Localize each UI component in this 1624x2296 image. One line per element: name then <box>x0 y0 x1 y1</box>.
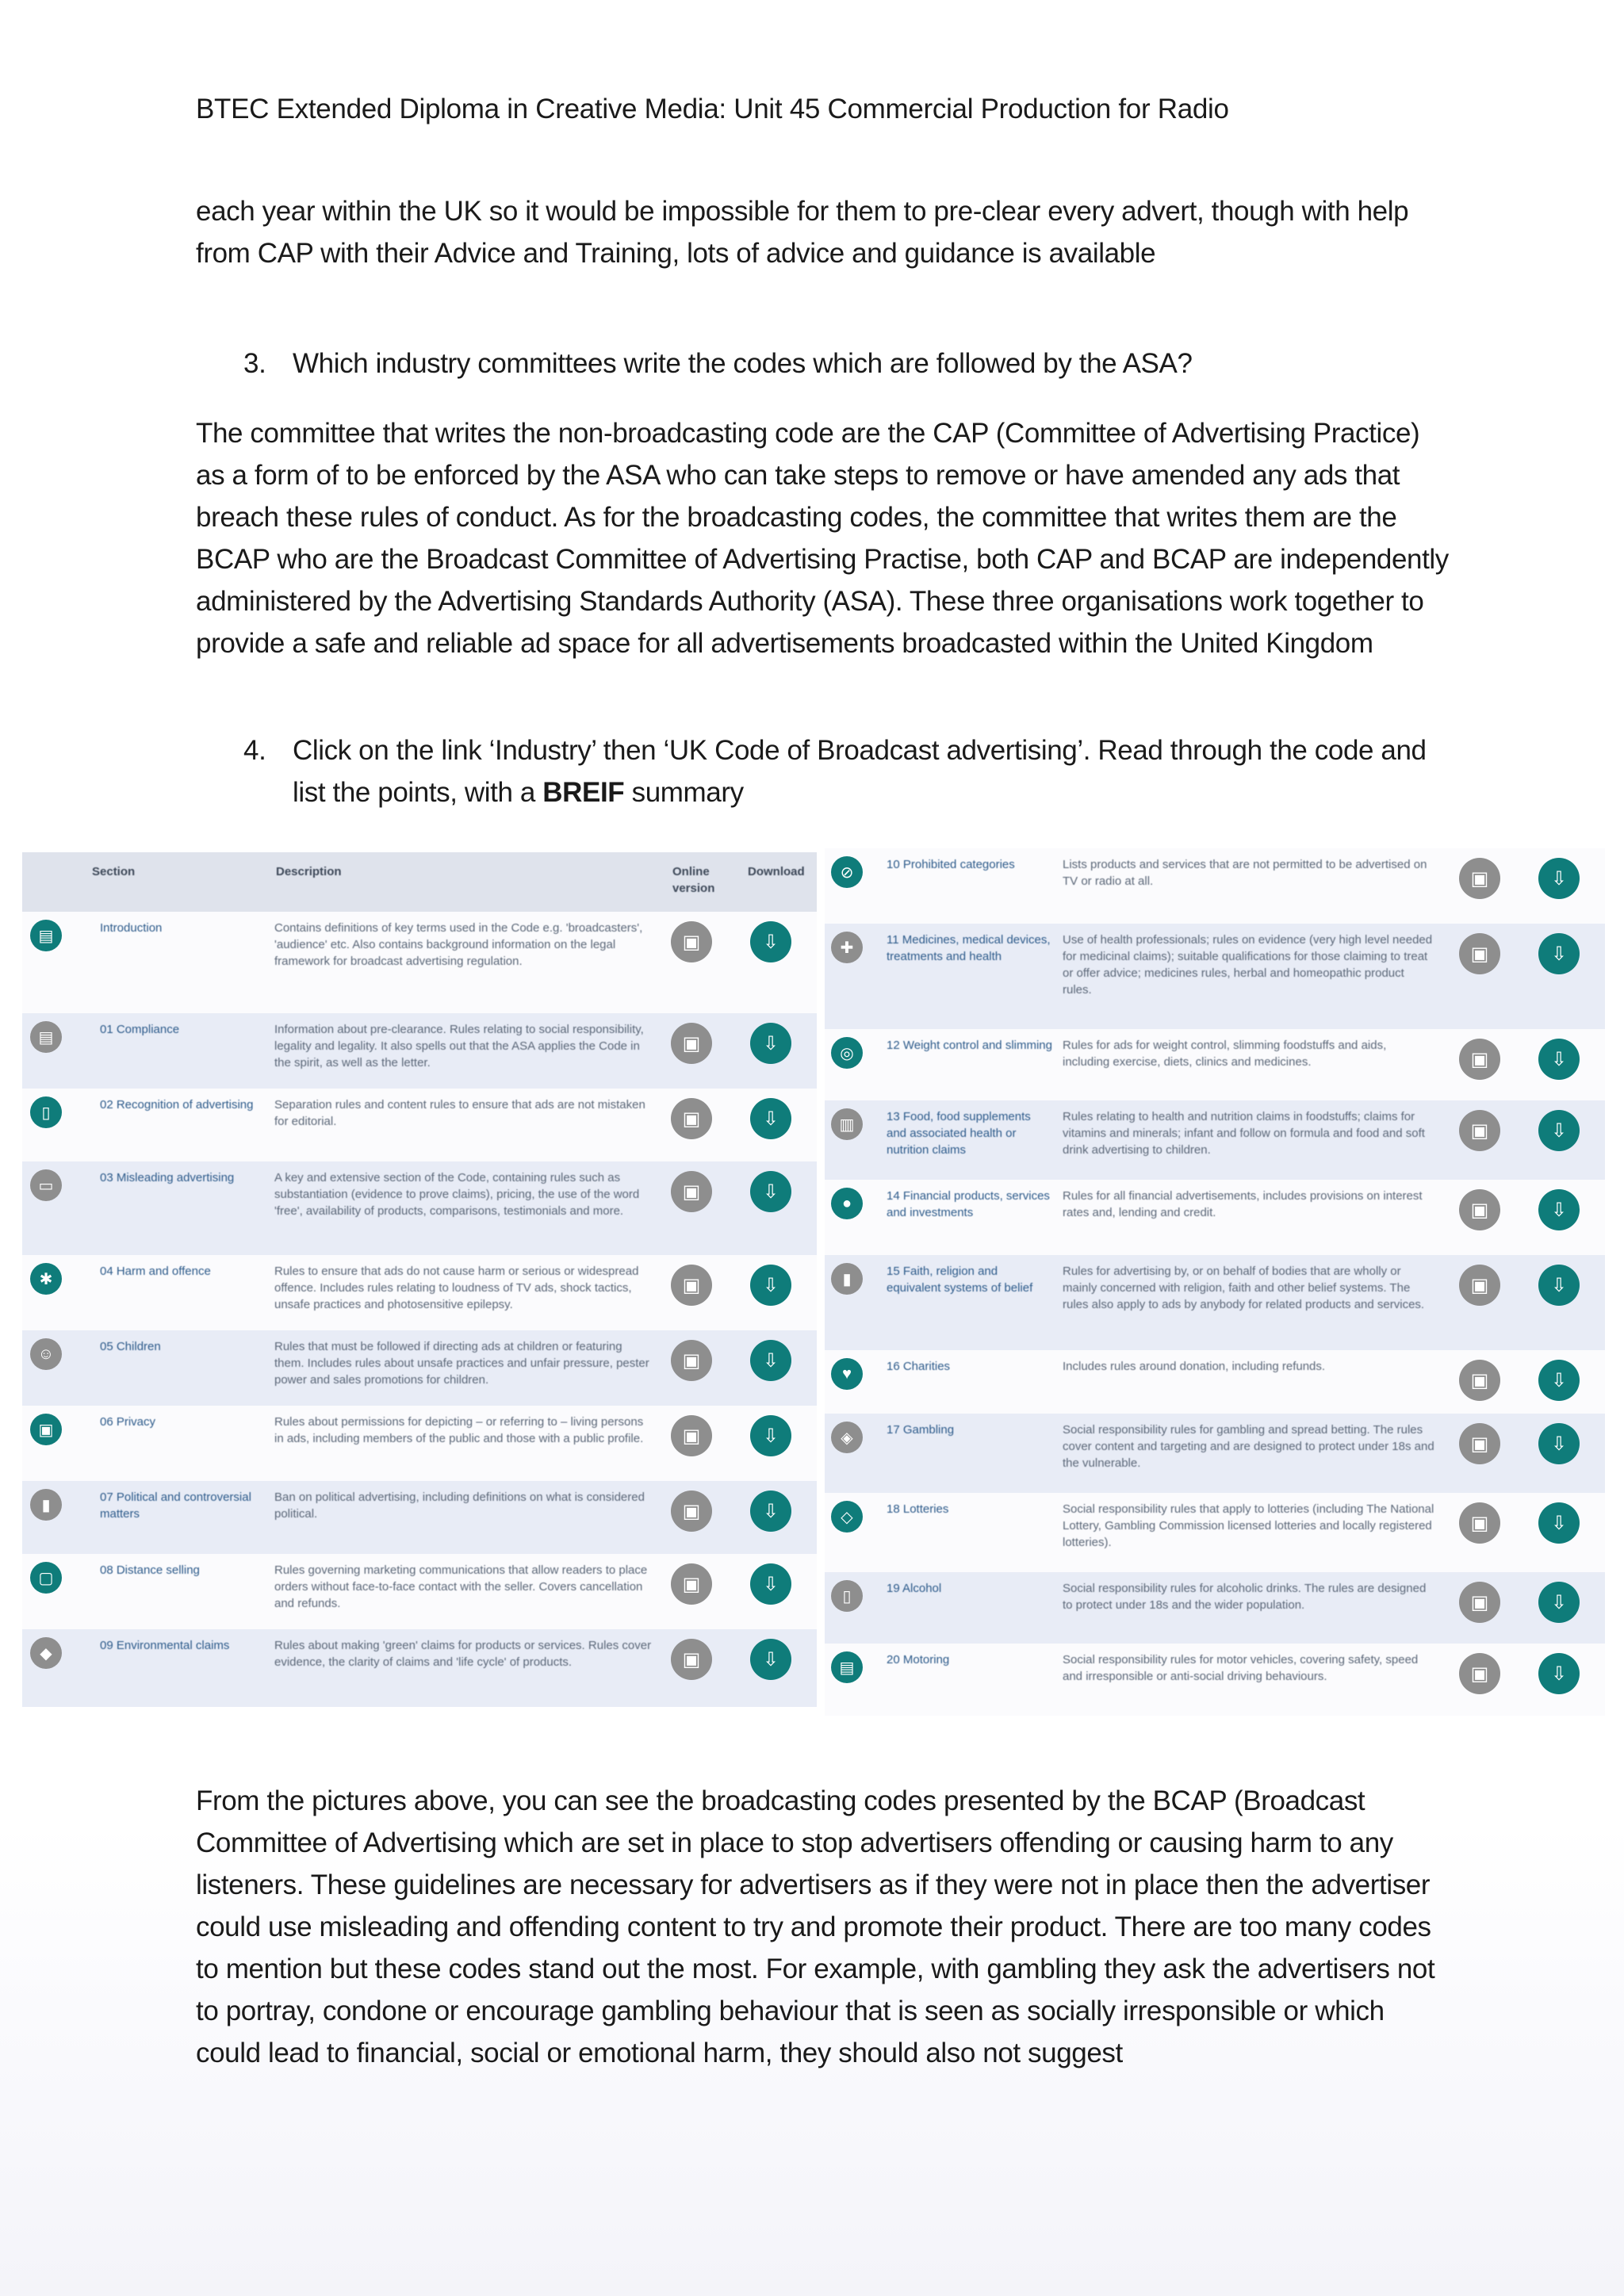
online-version-icon[interactable]: ▣ <box>1459 1502 1500 1544</box>
download-icon[interactable]: ⇩ <box>1538 1039 1580 1080</box>
code-row[interactable] <box>825 1029 1605 1100</box>
code-section-name[interactable]: 19 Alcohol <box>887 1582 942 1595</box>
download-icon[interactable]: ⇩ <box>750 1490 791 1532</box>
lock-icon: ▣ <box>30 1414 62 1445</box>
code-row[interactable] <box>825 848 1605 924</box>
question-3 <box>243 342 1449 385</box>
code-description: Social responsibility rules that apply to lotteries (including The National Lottery, Gambling Commission licensed lotteries and locally registered lotteries). <box>1063 1502 1434 1549</box>
code-row[interactable] <box>825 1255 1605 1350</box>
download-icon[interactable]: ⇩ <box>750 1171 791 1212</box>
scale-icon: ◎ <box>831 1037 863 1069</box>
online-version-icon[interactable]: ▣ <box>671 1098 712 1139</box>
code-description: Rules for ads for weight control, slimming foodstuffs and aids, including exercise, diets, clinics and medicines. <box>1063 1039 1387 1069</box>
speech-icon: ▭ <box>30 1169 62 1201</box>
code-row[interactable] <box>825 1100 1605 1180</box>
document-header: BTEC Extended Diploma in Creative Media: Unit 45 Commercial Production for Radio <box>196 94 1229 124</box>
bottle-icon: ▯ <box>831 1580 863 1612</box>
code-row[interactable] <box>22 1629 817 1707</box>
code-section-name[interactable]: 01 Compliance <box>100 1023 180 1036</box>
leaf-icon: ◆ <box>30 1637 62 1669</box>
code-row[interactable] <box>22 1089 817 1161</box>
code-description: Contains definitions of key terms used in the Code e.g. 'broadcasters', 'audience' etc. Also contains background information on the legal framework for broadcast advertising regulation. <box>274 921 643 968</box>
download-icon[interactable]: ⇩ <box>1538 1582 1580 1623</box>
online-version-icon[interactable]: ▣ <box>671 1171 712 1212</box>
code-description: Rules relating to health and nutrition claims in foodstuffs; claims for vitamins and minerals; infant and follow on formula and food and soft drink advertising to children. <box>1063 1110 1425 1157</box>
code-row[interactable] <box>22 912 817 1013</box>
code-description: Rules for advertising by, or on behalf of bodies that are wholly or mainly concerned with religion, faith and other belief systems. The rules also apply to ads by anybody for related products and services. <box>1063 1265 1425 1311</box>
code-row[interactable] <box>22 1554 817 1629</box>
online-version-icon[interactable]: ▣ <box>1459 1189 1500 1230</box>
download-icon[interactable]: ⇩ <box>750 1023 791 1064</box>
online-version-icon[interactable]: ▣ <box>1459 1582 1500 1623</box>
download-icon[interactable]: ⇩ <box>750 921 791 962</box>
online-version-icon[interactable]: ▣ <box>1459 1653 1500 1694</box>
code-row[interactable] <box>825 1572 1605 1644</box>
code-description: Separation rules and content rules to ensure that ads are not mistaken for editorial. <box>274 1098 645 1128</box>
code-section-name[interactable]: 18 Lotteries <box>887 1502 949 1516</box>
online-version-icon[interactable]: ▣ <box>671 1415 712 1456</box>
online-version-icon[interactable]: ▣ <box>1459 858 1500 899</box>
online-version-icon[interactable]: ▣ <box>1459 933 1500 974</box>
online-version-icon[interactable]: ▣ <box>671 1490 712 1532</box>
candle-icon: ▮ <box>831 1263 863 1295</box>
document-icon: ▤ <box>30 1021 62 1053</box>
code-row[interactable] <box>22 1161 817 1255</box>
code-section-name[interactable]: 12 Weight control and slimming <box>887 1039 1052 1052</box>
download-icon[interactable]: ⇩ <box>1538 858 1580 899</box>
code-row[interactable] <box>825 1644 1605 1716</box>
question-4-text: Click on the link ‘Industry’ then ‘UK Code of Broadcast advertising’. Read through the code and list the points, with a BREIF summary <box>293 735 1427 808</box>
online-version-icon[interactable]: ▣ <box>671 921 712 962</box>
code-description: Rules to ensure that ads do not cause harm or serious or widespread offence. Includes rules relating to loudness of TV ads, shock tactics, unsafe practices and photosensitive epilepsy. <box>274 1265 639 1311</box>
code-description: Rules about permissions for depicting – or referring to – living persons in ads, including members of the public and those with a public profile. <box>274 1415 644 1445</box>
download-icon[interactable]: ⇩ <box>1538 1110 1580 1151</box>
ticket-icon: ◇ <box>831 1501 863 1533</box>
medical-cross-icon: ✚ <box>831 932 863 963</box>
code-description: Social responsibility rules for alcoholic drinks. The rules are designed to protect under 18s and the wider population. <box>1063 1582 1427 1612</box>
download-icon[interactable]: ⇩ <box>750 1265 791 1306</box>
code-section-name[interactable]: 08 Distance selling <box>100 1563 200 1577</box>
code-section-name[interactable]: 10 Prohibited categories <box>887 858 1015 871</box>
online-version-icon[interactable]: ▣ <box>1459 1423 1500 1464</box>
download-icon[interactable]: ⇩ <box>750 1639 791 1680</box>
code-section-name[interactable]: 16 Charities <box>887 1360 951 1373</box>
code-section-name[interactable]: 11 Medicines, medical devices, treatments and health <box>887 933 1051 963</box>
header-section: Section <box>92 865 136 878</box>
header-description: Description <box>276 865 342 878</box>
code-section-name[interactable]: 14 Financial products, services and investments <box>887 1189 1050 1219</box>
code-row[interactable] <box>825 1350 1605 1414</box>
sign-icon: ▮ <box>30 1489 62 1521</box>
download-icon[interactable]: ⇩ <box>1538 1502 1580 1544</box>
online-version-icon[interactable]: ▣ <box>1459 1265 1500 1306</box>
code-row[interactable] <box>22 1255 817 1330</box>
code-section-name[interactable]: 13 Food, food supplements and associated health or nutrition claims <box>887 1110 1031 1157</box>
breif-bold: BREIF <box>542 777 625 808</box>
code-description: Includes rules around donation, including refunds. <box>1063 1360 1326 1373</box>
prohibited-icon: ⊘ <box>831 856 863 888</box>
download-icon[interactable]: ⇩ <box>1538 1653 1580 1694</box>
online-version-icon[interactable]: ▣ <box>1459 1360 1500 1401</box>
food-icon: ▥ <box>831 1108 863 1140</box>
online-version-icon[interactable]: ▣ <box>1459 1110 1500 1151</box>
download-icon[interactable]: ⇩ <box>750 1563 791 1605</box>
code-row[interactable] <box>825 1180 1605 1255</box>
code-row[interactable] <box>825 924 1605 1029</box>
intro-paragraph: each year within the UK so it would be impossible for them to pre-clear every advert, though with help from CAP with their Advice and Training, lots of advice and guidance is available <box>196 196 1409 269</box>
online-version-icon[interactable]: ▣ <box>671 1639 712 1680</box>
screen-icon: ▢ <box>30 1562 62 1594</box>
header-download: Download <box>748 865 805 878</box>
closing-paragraph: From the pictures above, you can see the broadcasting codes presented by the BCAP (Broadcast Committee of Advertising which are set in place to stop advertisers offending or causing harm to any listeners. These guidelines are necessary for advertisers as if they were not in place then the advertiser could use misleading and offending content to try and promote their product. There are too many codes to mention but these codes stand out the most. For example, with gambling they ask the advertisers not to portray, condone or encourage gambling behaviour that is seen as socially irresponsible or which could lead to financial, social or emotional harm, they should also not suggest <box>196 1785 1435 2068</box>
question-4 <box>243 729 1449 813</box>
code-description: Lists products and services that are not permitted to be advertised on TV or radio at all. <box>1063 858 1427 888</box>
code-description: Rules governing marketing communications that allow readers to place orders without face-to-face contact with the seller. Covers cancellation and refunds. <box>274 1563 648 1610</box>
code-description: Rules about making 'green' claims for products or services. Rules cover evidence, the clarity of claims and 'life cycle' of products. <box>274 1639 652 1669</box>
code-section-name[interactable]: 05 Children <box>100 1340 161 1353</box>
code-section-name[interactable]: 17 Gambling <box>887 1423 955 1437</box>
download-icon[interactable]: ⇩ <box>1538 1360 1580 1401</box>
code-section-name[interactable]: 03 Misleading advertising <box>100 1171 235 1184</box>
download-icon[interactable]: ⇩ <box>750 1340 791 1381</box>
code-description: Ban on political advertising, including definitions on what is considered political. <box>274 1490 645 1521</box>
document-icon: ▤ <box>30 920 62 951</box>
coins-icon: ● <box>831 1188 863 1219</box>
donation-icon: ♥ <box>831 1358 863 1390</box>
code-section-name[interactable]: Introduction <box>100 921 163 935</box>
download-icon[interactable]: ⇩ <box>1538 1189 1580 1230</box>
gear-icon: ✱ <box>30 1263 62 1295</box>
question-3-number: 3. <box>243 348 266 379</box>
online-version-icon[interactable]: ▣ <box>671 1265 712 1306</box>
code-description: Social responsibility rules for motor vehicles, covering safety, speed and irresponsible or anti-social driving behaviours. <box>1063 1653 1419 1683</box>
header-online: Online version <box>672 865 715 895</box>
code-section-name[interactable]: 02 Recognition of advertising <box>100 1098 254 1112</box>
code-row[interactable] <box>22 1013 817 1089</box>
code-section-name[interactable]: 06 Privacy <box>100 1415 156 1429</box>
question-4-number: 4. <box>243 735 266 766</box>
code-section-name[interactable]: 07 Political and controversial matters <box>100 1490 251 1521</box>
code-row[interactable] <box>825 1493 1605 1572</box>
download-icon[interactable]: ⇩ <box>750 1098 791 1139</box>
code-row[interactable] <box>22 1406 817 1481</box>
online-version-icon[interactable]: ▣ <box>671 1340 712 1381</box>
online-version-icon[interactable]: ▣ <box>671 1563 712 1605</box>
tv-icon: ▯ <box>30 1096 62 1128</box>
online-version-icon[interactable]: ▣ <box>671 1023 712 1064</box>
code-description: Rules that must be followed if directing ads at children or featuring them. Includes rules about unsafe practices and unfair pressure, pester power and sales promotions for children. <box>274 1340 649 1387</box>
code-description: Information about pre-clearance. Rules relating to social responsibility, legality and legality. It also spells out that the ASA applies the Code in the spirit, as well as the letter. <box>274 1023 644 1070</box>
code-description: Social responsibility rules for gambling and spread betting. The rules cover content and targeting and are designed to protect under 18s and the vulnerable. <box>1063 1423 1434 1470</box>
code-description: A key and extensive section of the Code, containing rules such as substantiation (evidence to prove claims), pricing, the use of the word 'free', availability of products, comparisons, testimonials and more. <box>274 1171 640 1218</box>
code-row[interactable] <box>22 1330 817 1406</box>
answer-3-paragraph: The committee that writes the non-broadcasting code are the CAP (Committee of Advertising Practice) as a form of to be enforced by the ASA who can take steps to remove or have amended any ads that breach these rules of conduct. As for the broadcasting codes, the committee that writes them are the BCAP who are the Broadcast Committee of Advertising Practise, both CAP and BCAP are independently administered by the Advertising Standards Authority (ASA). These three organisations work together to provide a safe and reliable ad space for all advertisements broadcasted within the United Kingdom <box>196 418 1449 659</box>
code-section-name[interactable]: 20 Motoring <box>887 1653 950 1667</box>
code-table-right <box>825 848 1605 1716</box>
child-icon: ☺ <box>30 1338 62 1370</box>
download-icon[interactable]: ⇩ <box>1538 1423 1580 1464</box>
question-3-text: Which industry committees write the codes which are followed by the ASA? <box>293 348 1193 379</box>
code-description: Use of health professionals; rules on evidence (very high level needed for medicinal claims); suitable qualifications for those claiming to treat or offer advice; medicines rules, herbal and homeopathic product rules. <box>1063 933 1433 997</box>
download-icon[interactable]: ⇩ <box>1538 1265 1580 1306</box>
car-icon: ▤ <box>831 1651 863 1683</box>
code-table-left <box>22 852 817 1707</box>
code-section-name[interactable]: 04 Harm and offence <box>100 1265 211 1278</box>
table-header-row <box>22 852 817 912</box>
download-icon[interactable]: ⇩ <box>750 1415 791 1456</box>
code-section-name[interactable]: 15 Faith, religion and equivalent systems of belief <box>887 1265 1033 1295</box>
download-icon[interactable]: ⇩ <box>1538 933 1580 974</box>
code-row[interactable] <box>22 1481 817 1554</box>
code-row[interactable] <box>825 1414 1605 1493</box>
code-description: Rules for all financial advertisements, includes provisions on interest rates and, lending and credit. <box>1063 1189 1423 1219</box>
code-section-name[interactable]: 09 Environmental claims <box>100 1639 230 1652</box>
online-version-icon[interactable]: ▣ <box>1459 1039 1500 1080</box>
dice-icon: ◈ <box>831 1422 863 1453</box>
